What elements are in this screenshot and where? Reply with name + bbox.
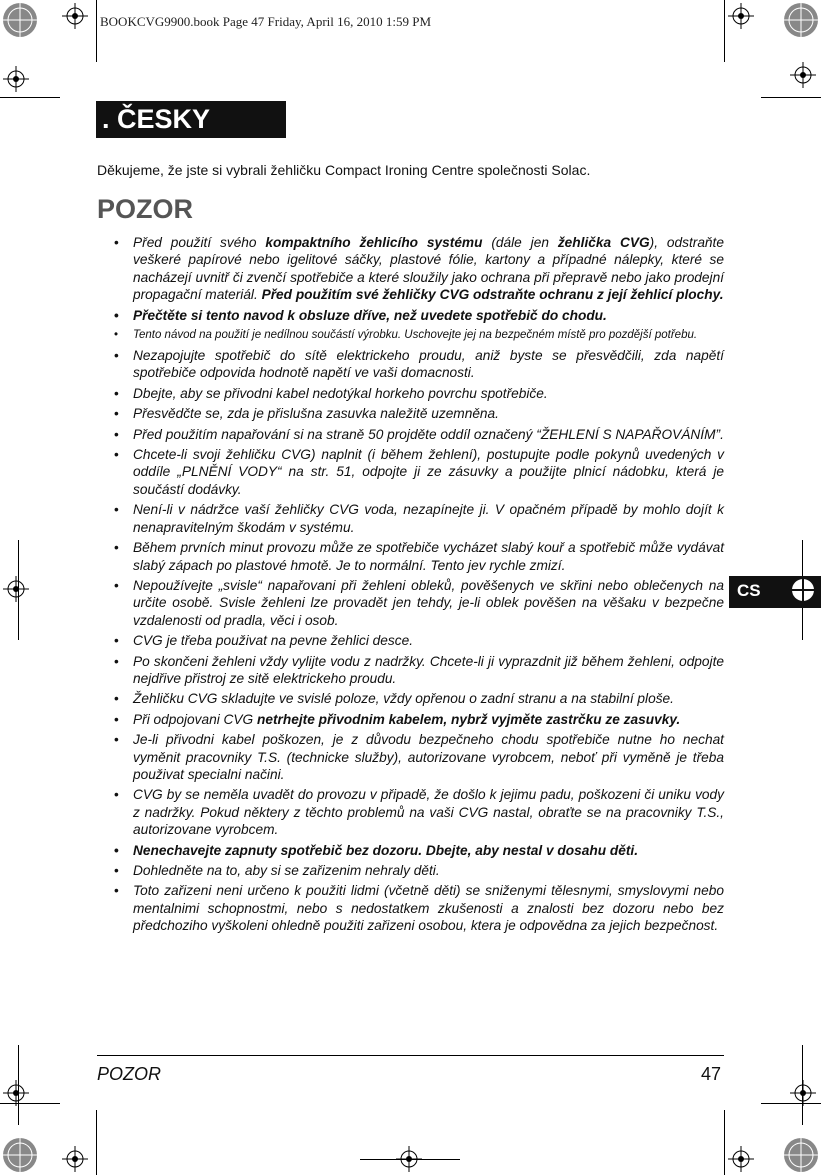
crosshair-icon (728, 1146, 754, 1172)
crosshair-icon (3, 66, 29, 92)
list-item-text: Je-li přivodni kabel poškozen, je z důvodu bezpečneho chodu spotřebiče nutne ho nechat vyměnit pracovniky T.S. (technicke služby), autorizovane vyrobcem, neboť při vyměně je třeba použivat specialni načini. (133, 732, 724, 782)
registration-mark-icon (781, 0, 821, 40)
list-item-text: netrhejte přivodnim kabelem, nybrž vyjměte zastrčku ze zasuvky. (257, 711, 681, 727)
list-item (97, 405, 724, 422)
crop-mark (0, 1103, 60, 1104)
list-item (97, 653, 724, 688)
registration-mark-icon (0, 0, 40, 40)
list-item-text: ), odstraňte veškeré papírové nebo igelitové sáčky, plastové fólie, kartony a případné nálepky, které se nacházejí uvnitř či zvenčí spotřebiče a které sloužily jako ochrana při přepravě nebo jako prodejní propagační materiál. (133, 235, 724, 303)
registration-mark-icon (781, 1135, 821, 1175)
crop-mark (18, 1045, 19, 1125)
list-item-text: CVG je třeba použivat na pevne žehlici desce. (133, 633, 413, 649)
list-item-text: Nepoužívejte „svisle“ napařovani při žehleni obleků, pověšenych ve skřini nebo oblečenych na určite osobě. Svisle žehleni lze provadět jen tehdy, je-li oblek pověšen na věšaku v bezpečne vzdalenosti od pradla, věci i osob. (133, 577, 724, 628)
list-item (97, 862, 724, 879)
list-item-text: žehlička CVG (557, 235, 650, 250)
crop-mark (761, 1103, 821, 1104)
list-item (97, 711, 724, 728)
side-tab-label: CS (737, 581, 761, 600)
list-item-text: Před použití svého (133, 235, 266, 250)
list-item-text: Nezapojujte spotřebič do sítě elektrickeho proudu, aniž byste se přesvědčili, zda napětí spotřebiče odpovida hodnotě napětí ve vaši domacnosti. (133, 348, 724, 381)
footer-divider (97, 1055, 724, 1056)
list-item-text: Před použitím své žehličky CVG odstraňte ochranu z její žehlicí plochy. (261, 287, 724, 303)
crop-mark (18, 540, 19, 640)
list-item-text: Žehličku CVG skladujte ve svislé poloze, vždy opřenou o zadní stranu a na stabilní ploše. (133, 691, 674, 707)
list-item (97, 842, 724, 859)
list-item (97, 234, 724, 304)
list-item-text: Nenechavejte zapnuty spotřebič bez dozoru. Dbejte, aby nestal v dosahu děti. (133, 842, 639, 858)
crop-mark (96, 0, 97, 62)
crop-mark (802, 1045, 803, 1125)
list-item (97, 426, 724, 443)
list-item-text: Po skončeni žehleni vždy vylijte vodu z nadržky. Chcete-li ji vyprazdnit již během žehleni, odpojte nejdřive přistroj ze sitě elektrickeho proudu. (133, 653, 724, 686)
print-header: BOOKCVG9900.book Page 47 Friday, April 16, 2010 1:59 PM (100, 14, 432, 29)
list-item (97, 577, 724, 629)
registration-mark-icon (0, 1135, 40, 1175)
list-item-text: Chcete-li svoji žehličku CVG) naplnit (i během žehlení), postupujte podle pokynů uvedených v oddíle „PLNĚNÍ VODY“ na str. 51, odpojte ji ze zásuvky a použijte plnicí nádobku, která je součástí dodávky. (133, 447, 724, 497)
list-item-text: Před použitím napařování si na straně 50 projděte oddíl označený “ŽEHLENÍ S NAPAŘOVÁNÍM”. (133, 426, 724, 442)
language-side-tab (729, 576, 821, 608)
page-number: 47 (701, 1064, 722, 1084)
crosshair-icon (792, 579, 814, 601)
list-item-text: Přečtěte si tento navod k obsluze dříve, než uvedete spotřebič do chodu. (133, 307, 607, 323)
list-item-text: Přesvědčte se, zda je přislušna zasuvka naležitě uzemněna. (133, 406, 499, 422)
crosshair-icon (62, 3, 88, 29)
intro-text: Děkujeme, že jste si vybrali žehličku Compact Ironing Centre společnosti Solac. (97, 162, 591, 178)
crosshair-icon (728, 3, 754, 29)
crop-mark (724, 1110, 725, 1175)
crop-mark (0, 97, 60, 98)
crosshair-icon (62, 1146, 88, 1172)
list-item-text: Toto zařizeni neni určeno k použiti lidmi (včetně děti) se sniženymi tělesnymi, smyslovymi nebo mentalnimi schopnostmi, nebo s nedostatkem zkušenosti a znalosti bez dozoru nebo bez předchoziho vyškoleni ohledně použiti zařizeni osobou, ktera je odpovědna za jejich bezpečnost. (133, 883, 724, 934)
warnings-list (97, 234, 724, 938)
list-item (97, 501, 724, 536)
list-item (97, 786, 724, 838)
list-item (97, 347, 724, 382)
crop-mark (96, 1110, 97, 1175)
crop-mark (761, 97, 821, 98)
list-item-text: CVG by se neměla uvadět do provozu v připadě, že došlo k jejimu padu, poškozeni či uniku vody z nadržky. Pokud některy z těchto problemů na vaši CVG nastal, obraťte se na pracovniky T.S., autorizovane vyrobcem. (133, 787, 724, 838)
language-heading: . ČESKY (96, 101, 286, 138)
list-item (97, 446, 724, 498)
list-item (97, 385, 724, 402)
list-item-text: Dohledněte na to, aby si se zařizenim nehraly děti. (133, 863, 440, 878)
list-item (97, 690, 724, 707)
list-item-text: Dbejte, aby se přivodni kabel nedotýkal horkeho povrchu spotřebiče. (133, 385, 548, 401)
list-item-text: Není-li v nádržce vaší žehličky CVG voda, nezapínejte ji. V opačném případě by mohlo dojít k nenapravitelným škodám v systému. (133, 502, 724, 535)
list-item (97, 731, 724, 783)
crop-mark (360, 1159, 460, 1160)
list-item (97, 539, 724, 574)
crosshair-icon (3, 576, 29, 602)
list-item-text: Tento návod na použití je nedílnou součástí výrobku. Uschovejte jej na bezpečném místě pro pozdější potřebu. (133, 329, 698, 342)
footer-title: POZOR (97, 1064, 162, 1084)
crosshair-icon (790, 62, 816, 88)
list-item (97, 307, 724, 324)
list-item (97, 632, 724, 649)
list-item (97, 327, 724, 344)
crop-mark (724, 0, 725, 62)
list-item (97, 882, 724, 934)
list-item-text: kompaktního žehlicího systému (265, 235, 483, 250)
list-item-text: (dále jen (482, 235, 558, 250)
list-item-text: Během prvních minut provozu může ze spotřebiče vycházet slabý kouř a spotřebič může vydávat slabý zápach po plastové hmotě. Je to normální. Tento jev rychle zmizí. (133, 540, 724, 573)
list-item-text: Při odpojovani CVG (133, 711, 258, 727)
section-title: POZOR (97, 194, 194, 224)
